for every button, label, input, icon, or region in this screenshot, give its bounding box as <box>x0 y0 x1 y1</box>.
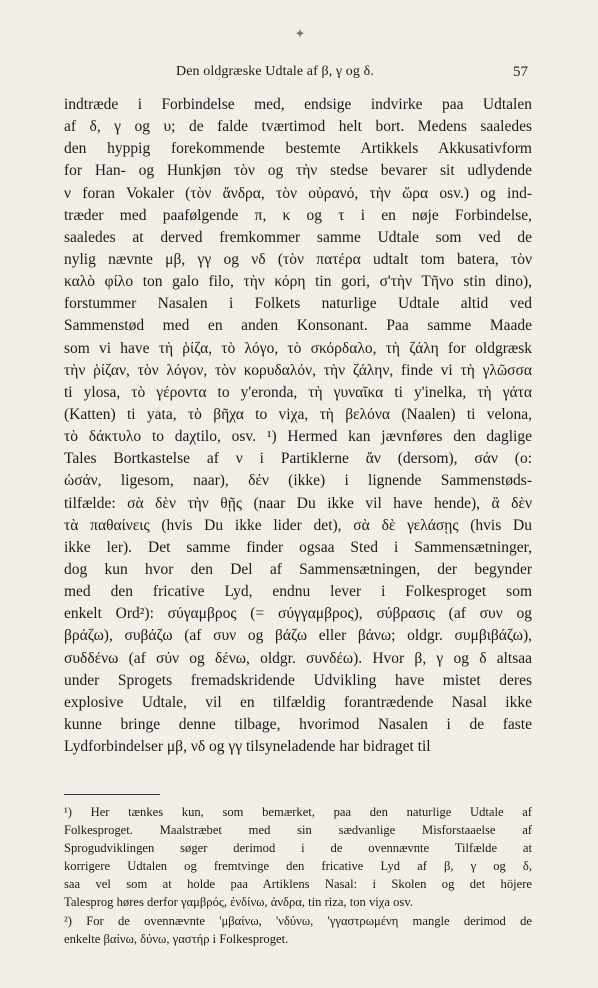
footnote-line: Folkesproget. Maalstræbet med sin sædvanlige Misforstaaelse af <box>64 823 532 838</box>
ink-mark: ✦ <box>294 26 306 41</box>
text-line: den hyppig forekommende bestemte Artikkels Akkusativform <box>64 140 532 158</box>
footnote-line: Talesprog høres derfor γαμβρός, ἐνδίνω, ἀνδρα, tin riza, ton viχa osv. <box>64 895 413 910</box>
text-line: under Sprogets fremadskridende Udvikling have mistet deres <box>64 671 532 689</box>
footnote-lines <box>64 803 532 948</box>
running-head: Den oldgræske Udtale af β, γ og δ. <box>176 64 374 79</box>
text-line: τὴν ῥίζαν, τὸν λόγον, τὸν κορυδαλόν, τὴν ζάλην, finde vi τὴ γλῶσσα <box>64 361 532 379</box>
text-line: forstummer Nasalen i Folkets naturlige Udtale altid ved <box>64 295 532 313</box>
text-line: ikke ler). Det samme finder ogsaa Sted i Sammensætninger, <box>64 538 532 556</box>
text-line: καλὸ φίλο ton galo filo, τὴν κόρη tin gori, σ'τὴν Τῆνο stin dino), <box>64 273 532 291</box>
text-line: ὡσάν, ligesom, naar), δέν (ikke) i lignende Sammenstøds- <box>64 472 532 490</box>
text-line: for Han- og Hunkjøn τὸν og τὴν stedse bevarer sit udlydende <box>64 162 532 180</box>
footnote-rule <box>64 794 160 795</box>
text-line: indtræde i Forbindelse med, endsige indvirke paa Udtalen <box>64 96 532 113</box>
footnote-line: korrigere Udtalen og fremtvinge den fricative Lyd af β, γ og δ, <box>64 859 532 874</box>
text-line: med den fricative Lyd, endnu lever i Folkesproget som <box>64 583 532 601</box>
text-line: af δ, γ og υ; de falde tværtimod helt bort. Medens saaledes <box>64 118 532 136</box>
text-line: som vi have τὴ ῥίζα, τὸ λόγο, τὸ σκόρδαλο, τὴ ζάλη for oldgræsk <box>64 339 532 357</box>
text-line: explosive Udtale, vil en tilfældig forantrædende Nasal ikke <box>64 693 532 711</box>
text-line: dog kun hvor den Del af Sammensætningen, der begynder <box>64 560 532 578</box>
text-line: Sammenstød med en anden Konsonant. Paa samme Maade <box>64 317 532 335</box>
text-line: træder med paafølgende π, κ og τ i en nøje Forbindelse, <box>64 206 532 224</box>
page-number: 57 <box>513 64 528 80</box>
text-line: συδδένω (af σύν og δένω, oldgr. συνδέω). Hvor β, γ og δ altsaa <box>64 649 532 667</box>
main-text <box>64 94 532 758</box>
text-line: saaledes at derved fremkommer samme Udtale som ved de <box>64 228 532 246</box>
text-line: τὸ δάκτυλο to daχtilo, osv. ¹) Hermed kan jævnføres den daglige <box>64 428 532 446</box>
footnote-line: ²) For de ovennævnte 'μβαίνω, 'νδύνω, 'γγαστρωμένη mangle derimod de <box>64 913 532 928</box>
text-line: (Katten) ti yata, τὸ βῆχα to viχa, τὴ βελόνα (Naalen) ti velona, <box>64 405 532 423</box>
text-line: tilfælde: σὰ δὲν τὴν θῇς (naar Du ikke vil have hende), ἂ δὲν <box>64 494 532 512</box>
text-line: Tales Bortkastelse af ν i Partiklerne ἄν (dersom), σάν (o: <box>64 450 532 468</box>
footnote-line: enkelte βαίνω, δύνω, γαστήρ i Folkesproget. <box>64 931 289 946</box>
text-line: Lydforbindelser μβ, νδ og γγ tilsyneladende har bidraget til <box>64 738 431 756</box>
text-line: ti ylosa, τὸ γέροντα to y'eronda, τὴ γυναῖκα ti y'inelka, τὴ γάτα <box>64 383 532 401</box>
page-header <box>64 64 538 84</box>
text-line: kunne bringe denne tilbage, hvorimod Nasalen i de faste <box>64 715 532 733</box>
footnote-line: saa vel som at holde paa Artiklens Nasal: i Skolen og det höjere <box>64 877 532 892</box>
footnote-line: ¹) Her tænkes kun, som bemærket, paa den naturlige Udtale af <box>64 805 532 819</box>
footnotes <box>64 794 532 948</box>
text-line: βράζω), συβάζω (af συν og βάζω eller βάνω; oldgr. συμβιβάζω), <box>64 627 532 645</box>
text-line: nylig nævnte μβ, γγ og νδ (τὸν πατέρα udtalt tom batera, τὸν <box>64 250 532 268</box>
text-line: τὰ παθαίνεις (hvis Du ikke lider det), σὰ δὲ γελάσῃς (hvis Du <box>64 516 532 534</box>
text-line: enkelt Ord²): σύγαμβρος (= σύγγαμβρος), σύβρασις (af συν og <box>64 605 532 623</box>
footnote-line: Sprogudviklingen søger derimod i de ovennævnte Tilfælde at <box>64 841 532 856</box>
text-line: ν foran Vokaler (τὸν ἄνδρα, τὸν οὐρανό, τὴν ὥρα osv.) og ind- <box>64 184 532 202</box>
